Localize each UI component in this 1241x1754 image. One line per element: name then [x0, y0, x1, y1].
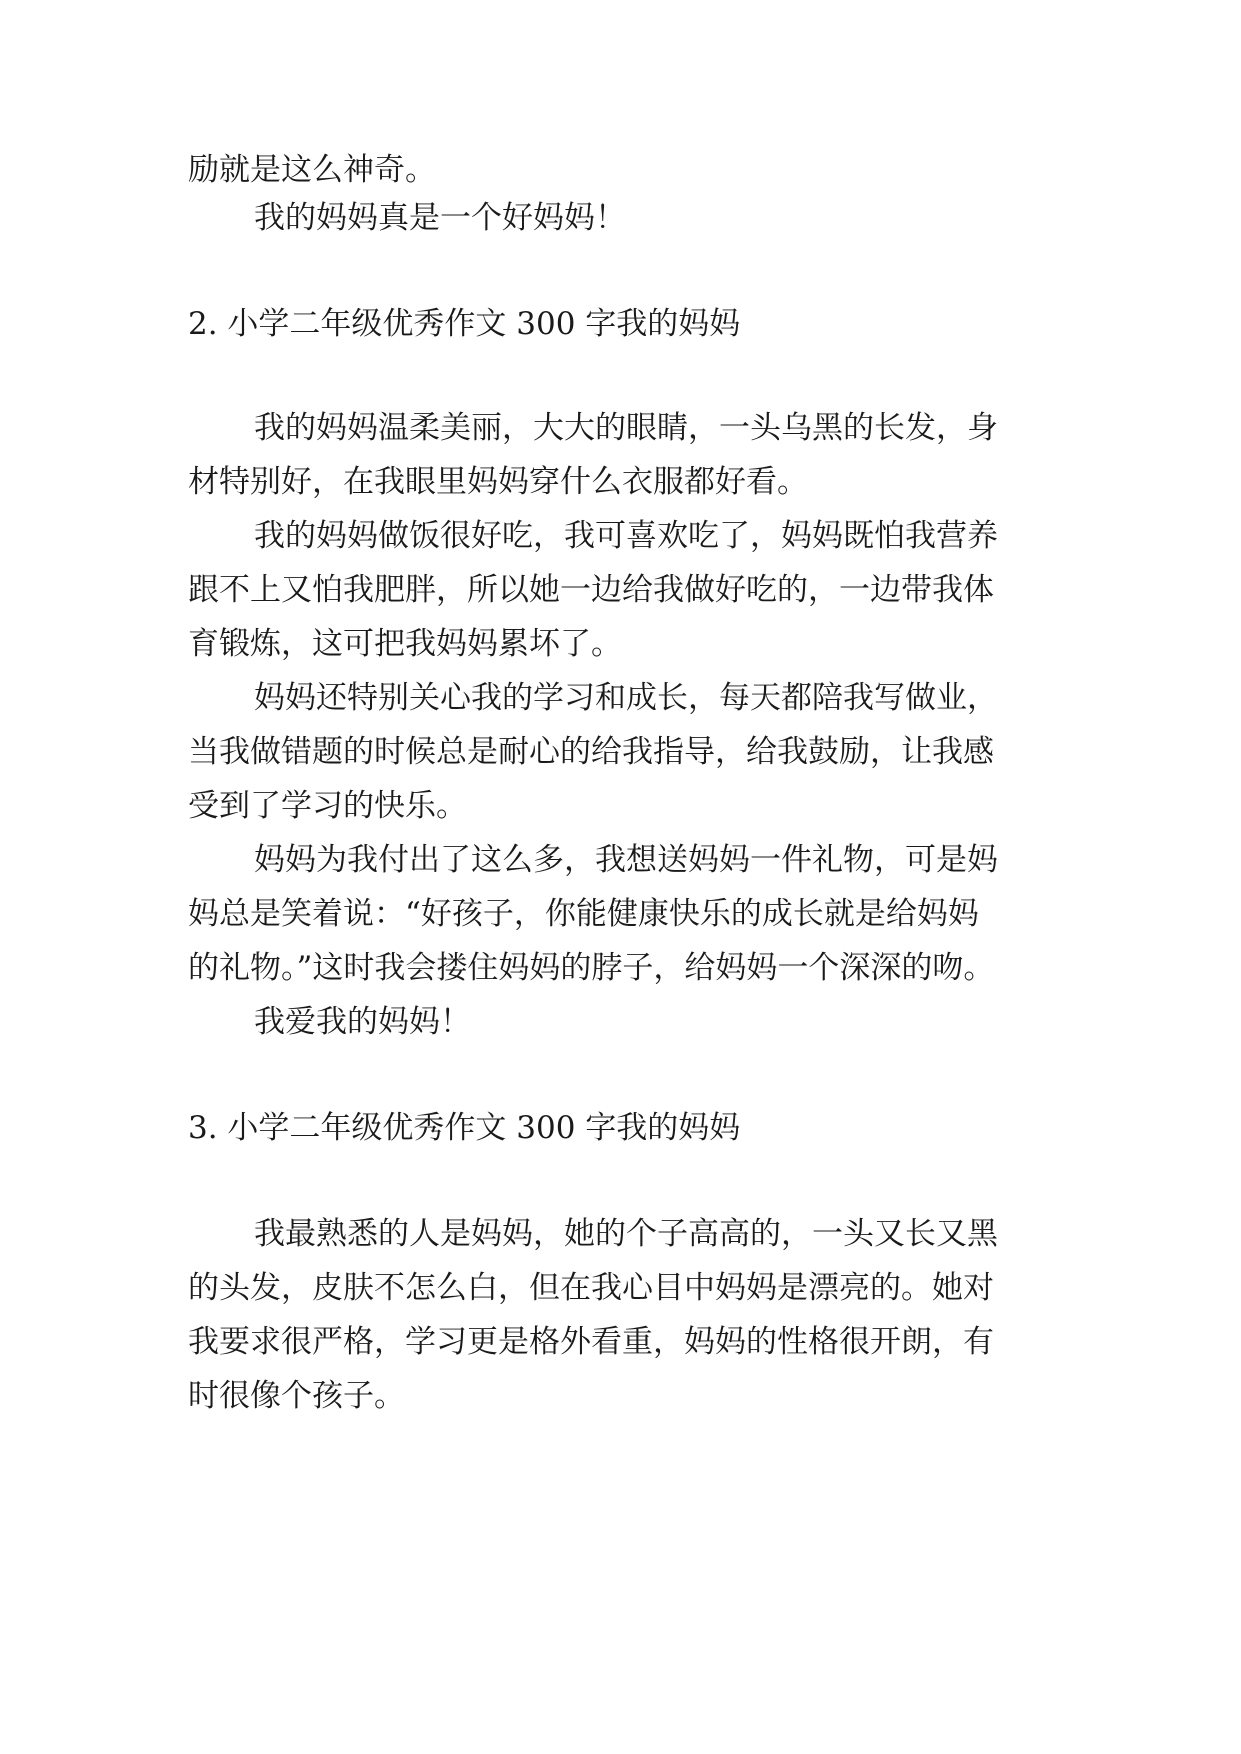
text-line: 时很像个孩子。 — [188, 1378, 405, 1414]
text-line: 我爱我的妈妈！ — [254, 1004, 471, 1040]
text-line: 妈总是笑着说：“好孩子，你能健康快乐的成长就是给妈妈 — [188, 896, 979, 932]
text-line: 妈妈为我付出了这么多，我想送妈妈一件礼物，可是妈 — [254, 842, 998, 878]
text-line: 当我做错题的时候总是耐心的给我指导，给我鼓励，让我感 — [188, 734, 994, 770]
text-line: 跟不上又怕我肥胖，所以她一边给我做好吃的，一边带我体 — [188, 572, 994, 608]
text-line: 受到了学习的快乐。 — [188, 788, 467, 824]
text-line: 的礼物。”这时我会搂住妈妈的脖子，给妈妈一个深深的吻。 — [188, 950, 995, 986]
text-line: 材特别好，在我眼里妈妈穿什么衣服都好看。 — [188, 464, 808, 500]
text-line: 我最熟悉的人是妈妈，她的个子高高的，一头又长又黑 — [254, 1216, 998, 1252]
text-line: 励就是这么神奇。 — [188, 152, 436, 188]
text-line: 我要求很严格，学习更是格外看重，妈妈的性格很开朗，有 — [188, 1324, 994, 1360]
text-line: 育锻炼，这可把我妈妈累坏了。 — [188, 626, 622, 662]
text-line: 我的妈妈做饭很好吃，我可喜欢吃了，妈妈既怕我营养 — [254, 518, 998, 554]
section-title: 3. 小学二年级优秀作文 300 字我的妈妈 — [188, 1110, 741, 1146]
text-line: 我的妈妈真是一个好妈妈！ — [254, 200, 626, 236]
section-title: 2. 小学二年级优秀作文 300 字我的妈妈 — [188, 306, 741, 342]
text-line: 妈妈还特别关心我的学习和成长，每天都陪我写做业， — [254, 680, 998, 716]
text-line: 我的妈妈温柔美丽，大大的眼睛，一头乌黑的长发，身 — [254, 410, 998, 446]
text-line: 的头发，皮肤不怎么白，但在我心目中妈妈是漂亮的。她对 — [188, 1270, 994, 1306]
